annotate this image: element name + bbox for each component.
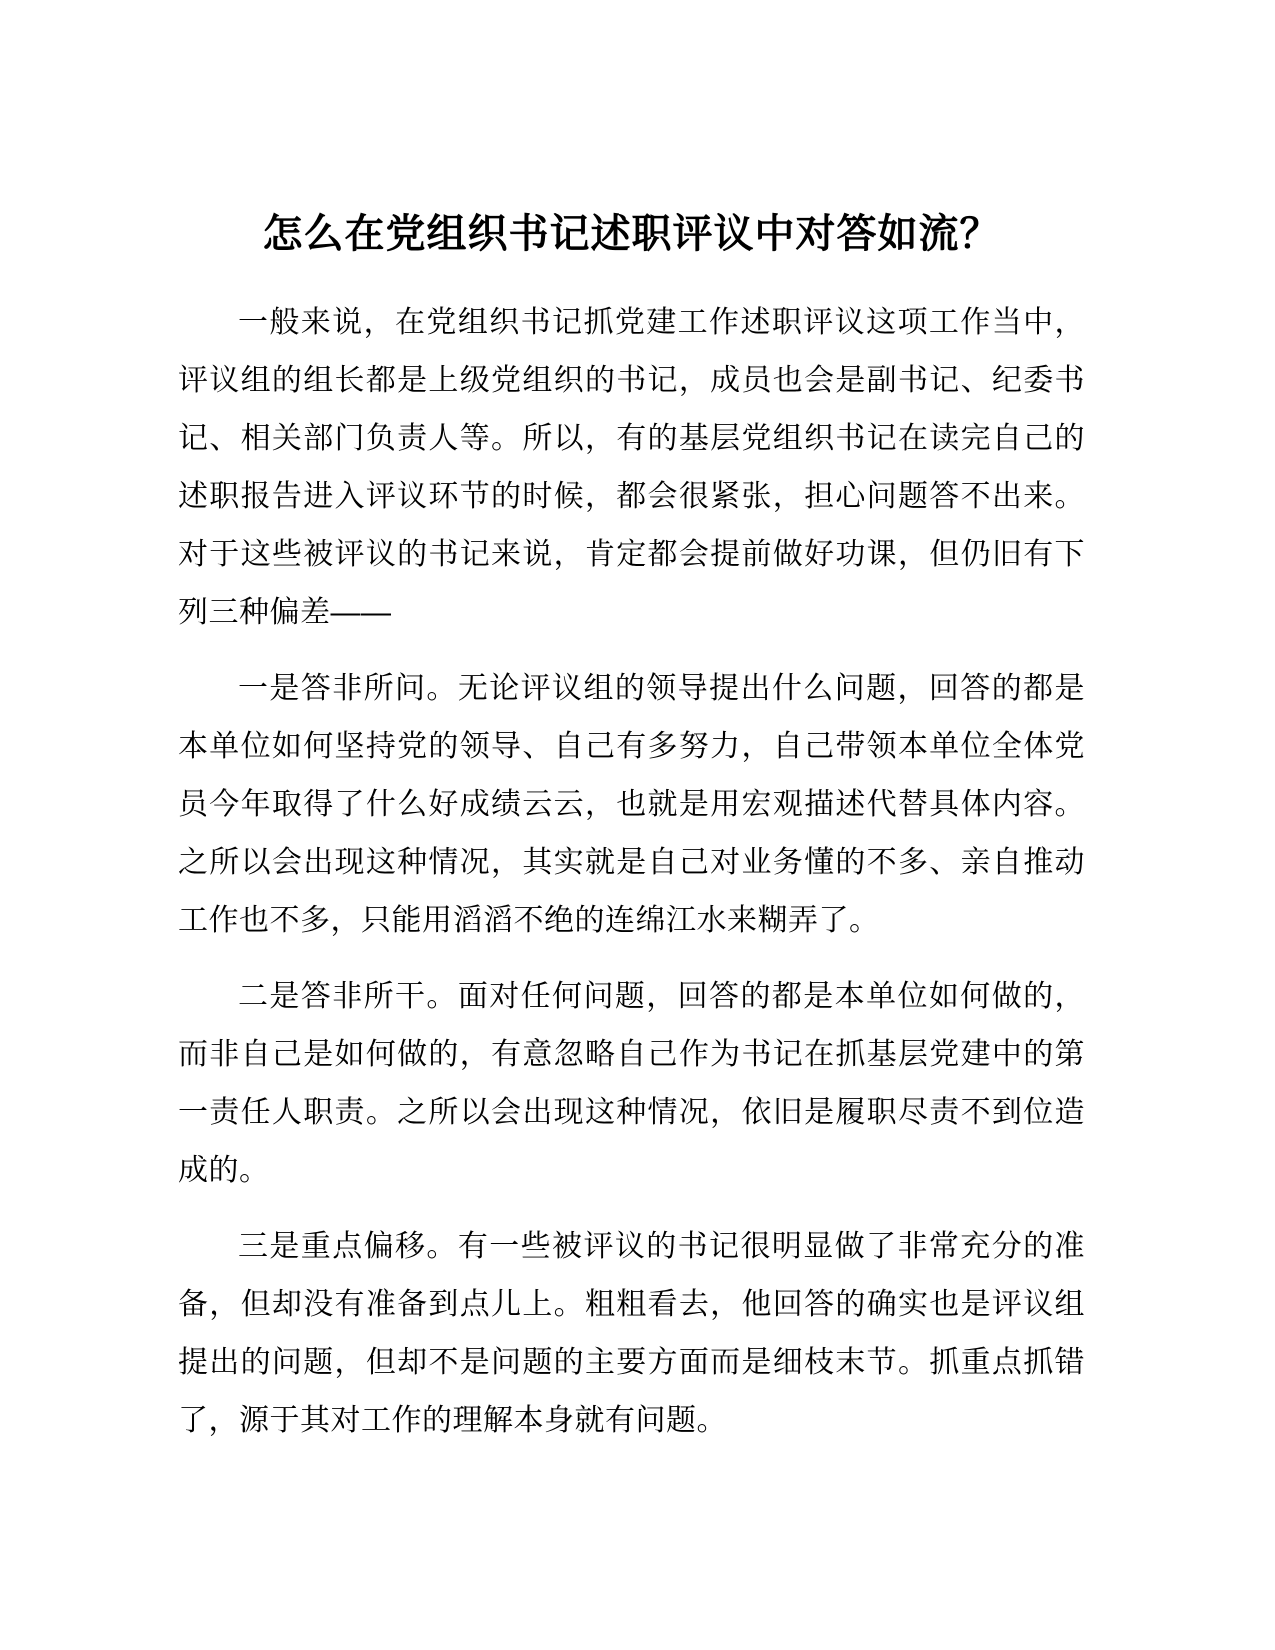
paragraph-point-two: 二是答非所干。面对任何问题，回答的都是本单位如何做的，而非自己是如何做的，有意忽略自己作为书记在抓基层党建中的第一责任人职责。之所以会出现这种情况，依旧是履职尽责不到位造成的。 bbox=[178, 980, 1085, 1187]
paragraph-point-three: 三是重点偏移。有一些被评议的书记很明显做了非常充分的准备，但却没有准备到点儿上。粗粗看去，他回答的确实也是评议组提出的问题，但却不是问题的主要方面而是细枝末节。抓重点抓错了，源于其对工作的理解本身就有问题。 bbox=[178, 1230, 1085, 1437]
paragraph-point-one: 一是答非所问。无论评议组的领导提出什么问题，回答的都是本单位如何坚持党的领导、自己有多努力，自己带领本单位全体党员今年取得了什么好成绩云云，也就是用宏观描述代替具体内容。之所以会出现这种情况，其实就是自己对业务懂的不多、亲自推动工作也不多，只能用滔滔不绝的连绵江水来糊弄了。 bbox=[178, 672, 1085, 937]
document-body bbox=[178, 210, 1085, 1450]
document-title: 怎么在党组织书记述职评议中对答如流？ bbox=[262, 212, 1001, 256]
paragraph-intro: 一般来说，在党组织书记抓党建工作述职评议这项工作当中，评议组的组长都是上级党组织的书记，成员也会是副书记、纪委书记、相关部门负责人等。所以，有的基层党组织书记在读完自己的述职报告进入评议环节的时候，都会很紧张，担心问题答不出来。对于这些被评议的书记来说，肯定都会提前做好功课，但仍旧有下列三种偏差—— bbox=[178, 306, 1085, 629]
